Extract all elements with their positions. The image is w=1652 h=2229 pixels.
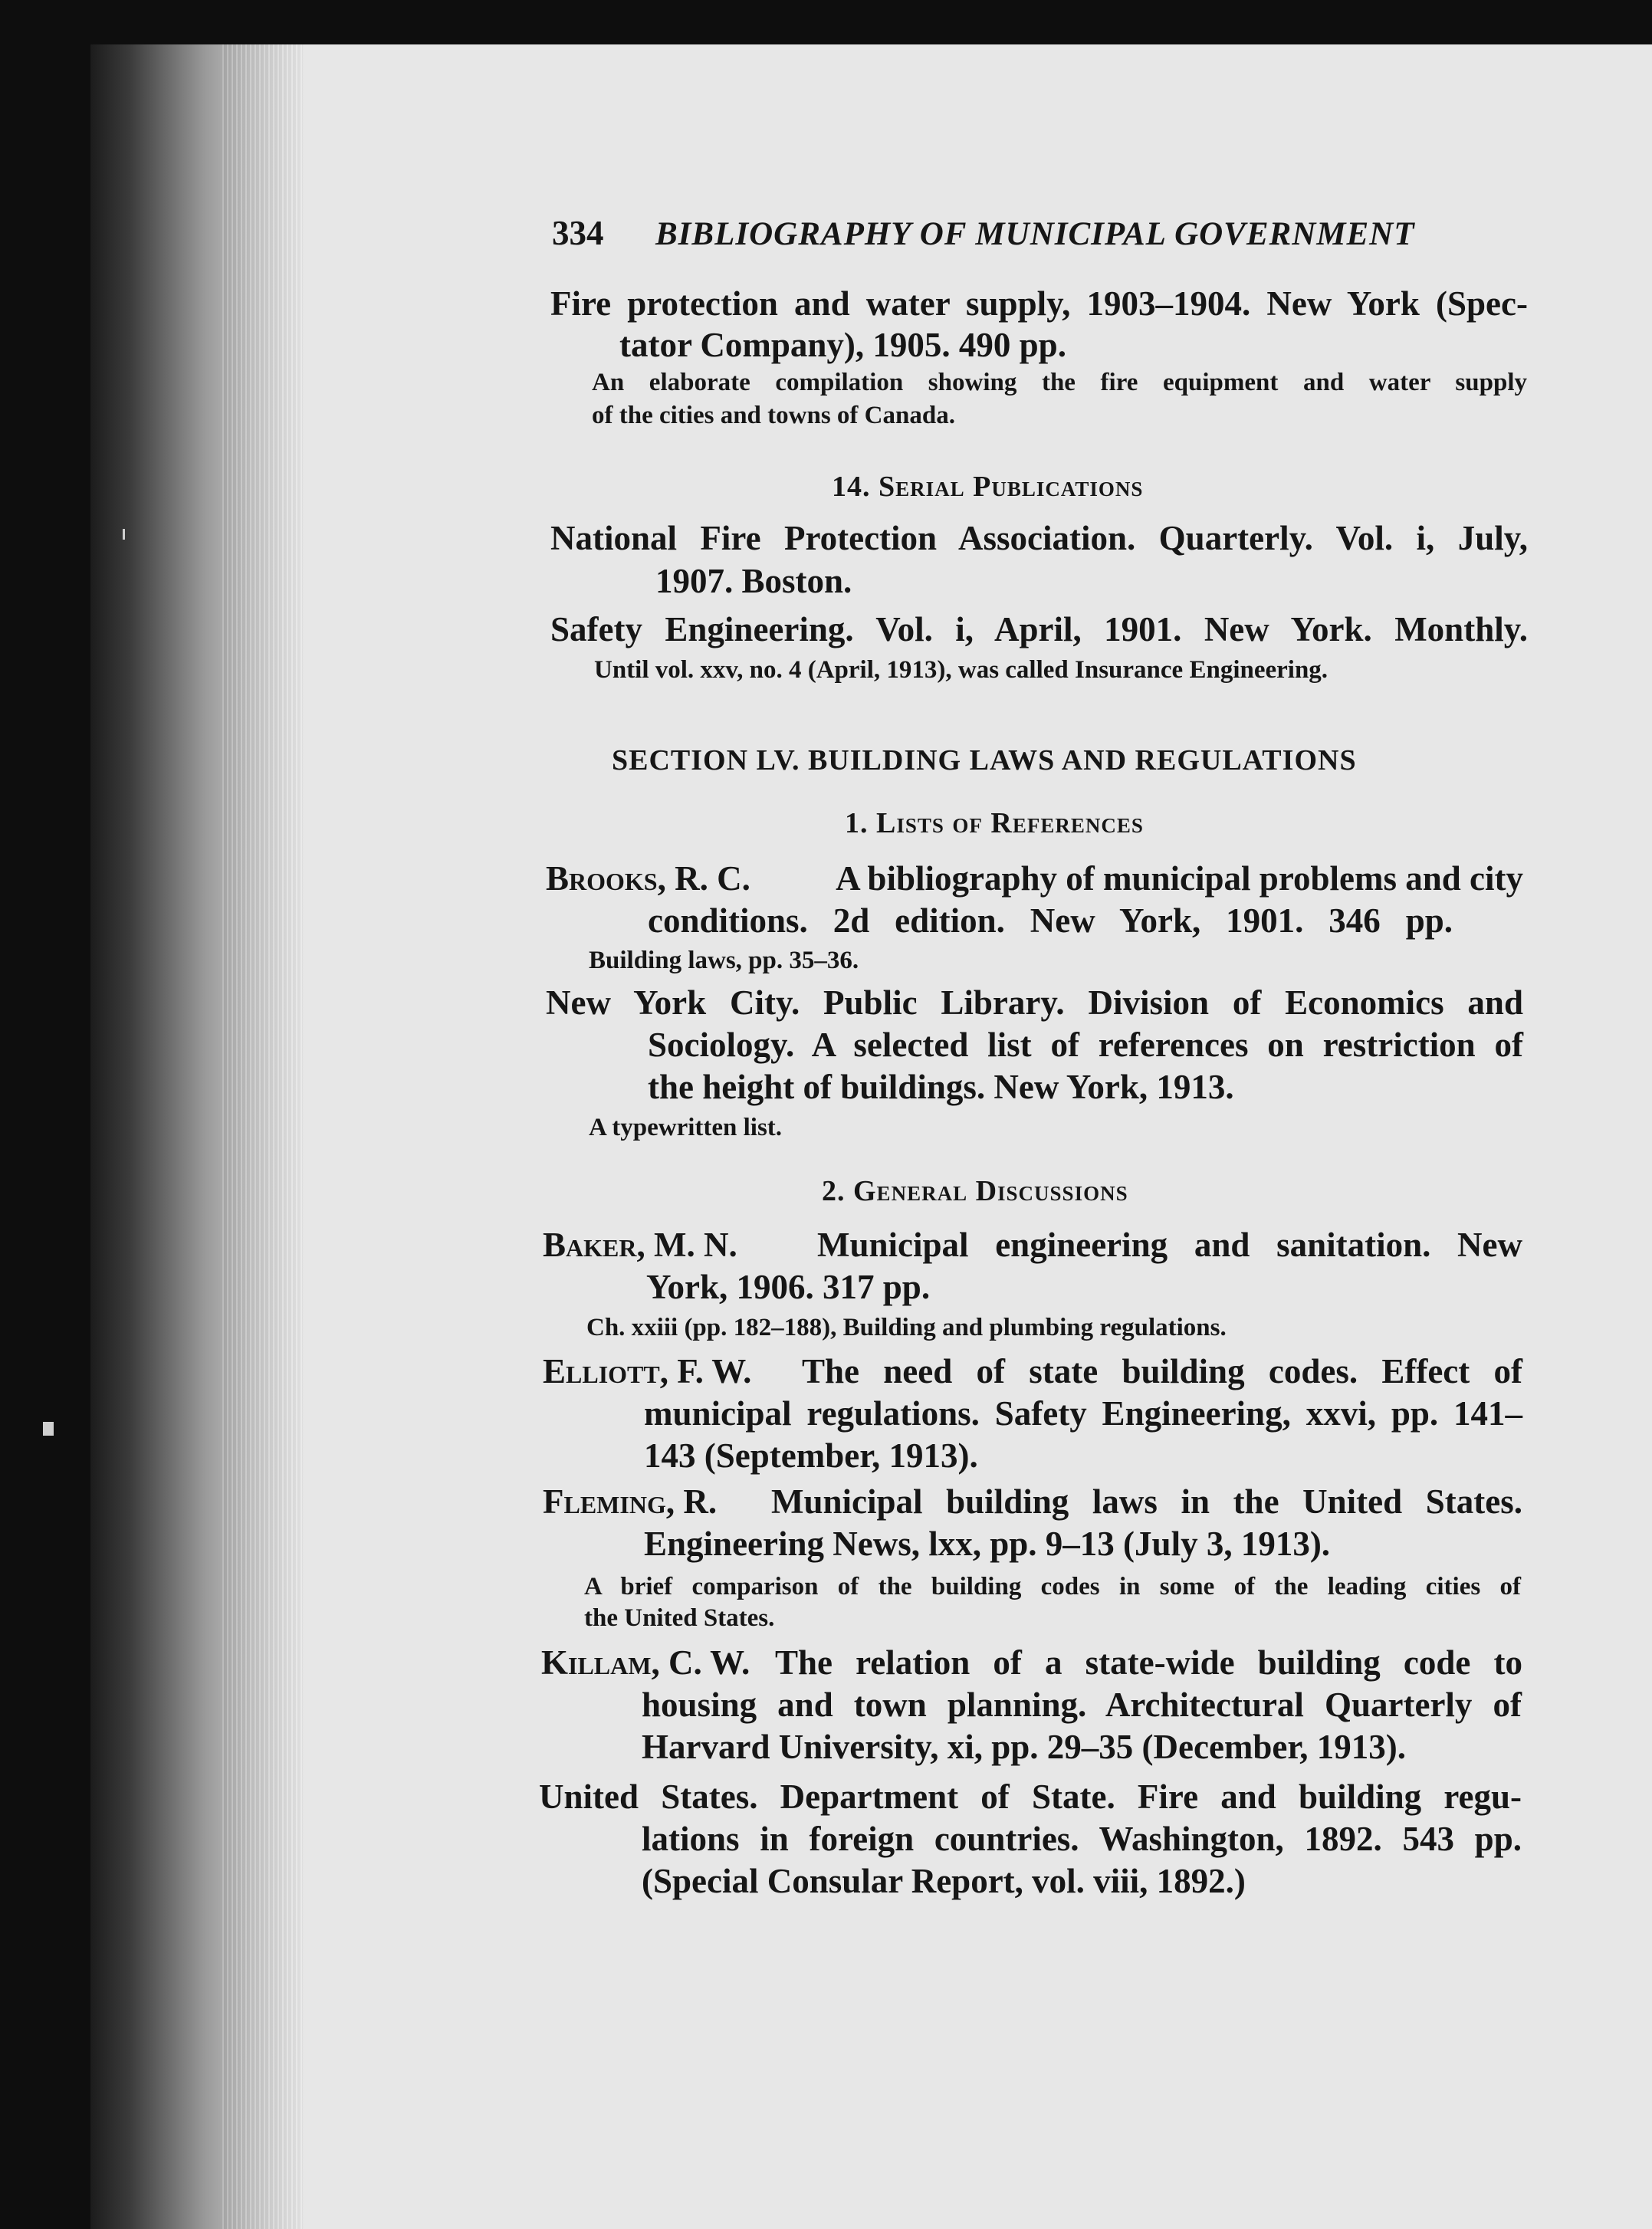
- entry-line: Fire protection and water supply, 1903–1904. New York (Spec-: [550, 284, 1528, 323]
- entry-note: A brief comparison of the building codes in some of the leading cities of: [584, 1573, 1521, 1600]
- entry-line: municipal regulations. Safety Engineering, xxvi, pp. 141–: [644, 1394, 1522, 1433]
- entry-line: conditions. 2d edition. New York, 1901. 346 pp.: [648, 901, 1453, 940]
- entry-line: National Fire Protection Association. Quarterly. Vol. i, July,: [550, 519, 1528, 557]
- scan-speck: [43, 1422, 54, 1436]
- entry-author: Fleming, R.: [543, 1482, 718, 1521]
- bib-entry-killam: [541, 1643, 1522, 1682]
- entry-author: Elliott, F. W.: [543, 1352, 752, 1390]
- entry-line: housing and town planning. Architectural Quarterly of: [642, 1686, 1522, 1724]
- entry-note: A typewritten list.: [589, 1114, 783, 1141]
- scan-speck: [123, 529, 125, 540]
- bib-entry-brooks: [546, 858, 1523, 898]
- entry-note: An elaborate compilation showing the fire equipment and water supply: [592, 369, 1527, 396]
- bib-entry-elliott: [543, 1351, 1522, 1391]
- entry-line: Engineering News, lxx, pp. 9–13 (July 3, 1913).: [644, 1525, 1331, 1563]
- entry-line: 1907. Boston.: [655, 562, 852, 600]
- entry-line: tator Company), 1905. 490 pp.: [619, 326, 1066, 364]
- bib-entry-fleming: [543, 1482, 1522, 1522]
- entry-title: The need of state building codes. Effect of: [802, 1352, 1522, 1390]
- entry-title: Municipal engineering and sanitation. New: [817, 1226, 1522, 1264]
- entry-line: Sociology. A selected list of references on restriction of: [648, 1026, 1523, 1064]
- entry-author: Baker, M. N.: [543, 1226, 737, 1264]
- entry-line: lations in foreign countries. Washington, 1892. 543 pp.: [642, 1820, 1522, 1858]
- entry-line: (Special Consular Report, vol. viii, 1892.): [642, 1862, 1246, 1900]
- bib-entry-baker: [543, 1225, 1522, 1265]
- entry-line: York, 1906. 317 pp.: [646, 1268, 931, 1306]
- running-title: BIBLIOGRAPHY OF MUNICIPAL GOVERNMENT: [655, 216, 1415, 252]
- entry-line: Harvard University, xi, pp. 29–35 (December, 1913).: [642, 1728, 1406, 1766]
- subsection-heading: 2. General Discussions: [822, 1175, 1128, 1207]
- entry-line: Safety Engineering. Vol. i, April, 1901. New York. Monthly.: [550, 610, 1528, 648]
- subsection-heading: 14. Serial Publications: [832, 471, 1144, 503]
- entry-line: 143 (September, 1913).: [644, 1436, 978, 1475]
- page-number: 334: [552, 214, 604, 252]
- entry-note: Until vol. xxv, no. 4 (April, 1913), was called Insurance Engineering.: [594, 656, 1328, 684]
- subsection-heading: 1. Lists of References: [845, 807, 1144, 839]
- entry-line: United States. Department of State. Fire and building regu-: [539, 1778, 1522, 1816]
- entry-note: of the cities and towns of Canada.: [592, 402, 955, 429]
- entry-line: New York City. Public Library. Division of Economics and: [546, 983, 1523, 1022]
- entry-note: Ch. xxiii (pp. 182–188), Building and plumbing regulations.: [586, 1314, 1227, 1341]
- entry-note: Building laws, pp. 35–36.: [589, 947, 859, 974]
- entry-author: Brooks, R. C.: [546, 859, 750, 898]
- entry-note: the United States.: [584, 1604, 775, 1632]
- section-title: SECTION LV. BUILDING LAWS AND REGULATIONS: [612, 744, 1357, 776]
- entry-title: Municipal building laws in the United States.: [771, 1482, 1522, 1521]
- entry-title: A bibliography of municipal problems and city: [836, 859, 1523, 898]
- entry-title: The relation of a state-wide building code to: [775, 1643, 1522, 1682]
- entry-line: the height of buildings. New York, 1913.: [648, 1068, 1234, 1106]
- entry-author: Killam, C. W.: [541, 1643, 750, 1682]
